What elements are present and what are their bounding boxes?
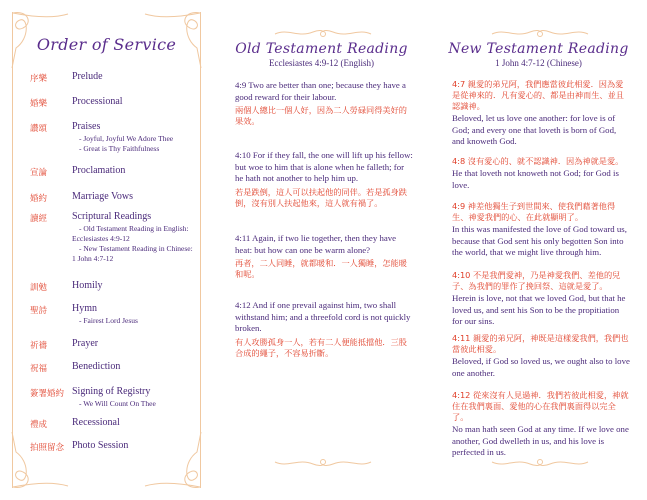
- service-item-detail: - Joyful, Joyful We Adore Thee: [79, 134, 174, 143]
- service-item-english: Hymn: [72, 303, 97, 314]
- verse-block: [452, 270, 630, 328]
- verse-block: [235, 300, 413, 359]
- service-item-chinese: 讀經: [30, 214, 48, 224]
- service-item-detail: Ecclesiastes 4:9-12: [72, 234, 130, 243]
- old-testament-title: Old Testament Reading: [235, 41, 408, 57]
- old-testament-subtitle: Ecclesiastes 4:9-12 (English): [269, 58, 374, 68]
- service-item-english: Marriage Vows: [72, 191, 134, 202]
- verse-chinese: 4:10 不是我們愛神，乃是神愛我們、差他的兒子、為我們的罪作了挽回祭、這就是愛了。: [452, 270, 621, 291]
- verse-block: [452, 79, 630, 148]
- service-item-chinese: 婚樂: [30, 99, 48, 109]
- verse-english: In this was manifested the love of God toward us, because that God sent his only begotten Son into the world, that we might live through him.: [452, 224, 627, 258]
- top-scroll-ornament: [490, 26, 590, 40]
- service-item-detail: - We Will Count On Thee: [79, 399, 156, 408]
- service-item-english: Recessional: [72, 417, 120, 428]
- verse-chinese: 兩個人總比一個人好，因為二人勞碌同得美好的果效。: [235, 105, 407, 127]
- service-item-english: Benediction: [72, 361, 121, 372]
- service-item-detail: - New Testament Reading in Chinese:: [79, 244, 193, 253]
- verse-block: [235, 233, 413, 280]
- service-item-chinese: 拍照留念: [30, 443, 65, 453]
- verse-english: Herein is love, not that we loved God, but that he loved us, and sent his Son to be the propitiation for our sins.: [452, 293, 626, 327]
- new-testament-title: New Testament Reading: [448, 41, 629, 57]
- verse-chinese: 4:9 神差他獨生子到世間來、使我們藉著他得生、神愛我們的心、在此就顯明了。: [452, 201, 616, 222]
- verse-chinese: 有人攻勝孤身一人，若有二人便能抵擋他．三股合成的繩子，不容易折斷。: [235, 336, 407, 358]
- verse-english: Beloved, if God so loved us, we ought also to love one another.: [452, 356, 630, 378]
- service-item-detail: - Fairest Lord Jesus: [79, 316, 138, 325]
- service-item-chinese: 祝福: [30, 364, 48, 374]
- service-item-chinese: 聖詩: [30, 306, 48, 316]
- top-scroll-ornament: [273, 26, 373, 40]
- service-item-chinese: 祈禱: [30, 341, 48, 351]
- service-item-english: Processional: [72, 96, 123, 107]
- service-item-english: Praises: [72, 121, 101, 132]
- service-item-english: Proclamation: [72, 165, 126, 176]
- verse-block: [452, 390, 630, 459]
- order-of-service-title: Order of Service: [36, 35, 177, 54]
- service-item-english: Prayer: [72, 338, 99, 349]
- verse-chinese: 4:8 沒有愛心的、就不認識神．因為神就是愛。: [452, 156, 624, 166]
- verse-block: [452, 201, 630, 259]
- service-item-chinese: 婚約: [30, 194, 48, 204]
- service-item-english: Prelude: [72, 71, 103, 82]
- service-item-detail: 1 John 4:7-12: [72, 254, 114, 263]
- verse-chinese: 若是跌倒，這人可以扶起他的同伴。若是孤身跌倒，沒有別人扶起他來，這人就有禍了。: [235, 186, 407, 208]
- verse-english: 4:12 And if one prevail against him, two shall withstand him; and a threefold cord is not quickly broken.: [235, 300, 411, 334]
- service-item-detail: - Great is Thy Faithfulness: [79, 144, 160, 153]
- bottom-scroll-ornament: [273, 456, 373, 472]
- verse-chinese: 4:11 親愛的弟兄阿，神既是這樣愛我們，我們也當彼此相愛。: [452, 333, 629, 354]
- verse-block: [235, 80, 413, 127]
- verse-chinese: 4:12 從來沒有人見過神．我們若彼此相愛，神就住在我們裏面、愛他的心在我們裏面得以完全了。: [452, 390, 629, 422]
- service-item-chinese: 禮成: [30, 420, 48, 430]
- service-item-english: Signing of Registry: [72, 386, 151, 397]
- service-item-english: Homily: [72, 280, 103, 291]
- verse-chinese: 再者，二人同睡，就都暖和．一人獨睡，怎能暖和呢。: [235, 258, 407, 280]
- verse-block: [452, 156, 630, 191]
- new-testament-subtitle: 1 John 4:7-12 (Chinese): [495, 58, 582, 68]
- service-item-chinese: 宣論: [30, 168, 48, 178]
- order-of-service-panel: [0, 0, 213, 500]
- verse-block: [452, 333, 630, 379]
- verse-english: 4:9 Two are better than one; because they have a good reward for their labour.: [235, 80, 406, 102]
- verse-english: No man hath seen God at any time. If we love one another, God dwelleth in us, and his love is perfected in us.: [452, 424, 629, 458]
- verse-english: 4:10 For if they fall, the one will lift up his fellow: but woe to him that is alone when he falleth; for he hath not another to help him up.: [235, 150, 413, 184]
- verse-chinese: 4:7 親愛的弟兄阿，我們應當彼此相愛．因為愛是從神來的．凡有愛心的、都是由神而生、並且認識神。: [452, 79, 624, 111]
- service-item-english: Photo Session: [72, 440, 129, 451]
- service-item-detail: - Old Testament Reading in English:: [79, 224, 189, 233]
- verse-block: [235, 150, 413, 209]
- verse-english: He that loveth not knoweth not God; for God is love.: [452, 168, 619, 190]
- verse-english: Beloved, let us love one another: for love is of God; and every one that loveth is born of God, and knoweth God.: [452, 113, 617, 147]
- service-item-chinese: 讚頌: [30, 124, 48, 134]
- service-item-english: Scriptural Readings: [72, 211, 152, 222]
- service-item-chinese: 簽署婚約: [30, 389, 65, 399]
- service-item-chinese: 訓勉: [30, 283, 48, 293]
- service-item-chinese: 序樂: [30, 74, 48, 84]
- verse-english: 4:11 Again, if two lie together, then they have heat: but how can one be warm alone?: [235, 233, 397, 255]
